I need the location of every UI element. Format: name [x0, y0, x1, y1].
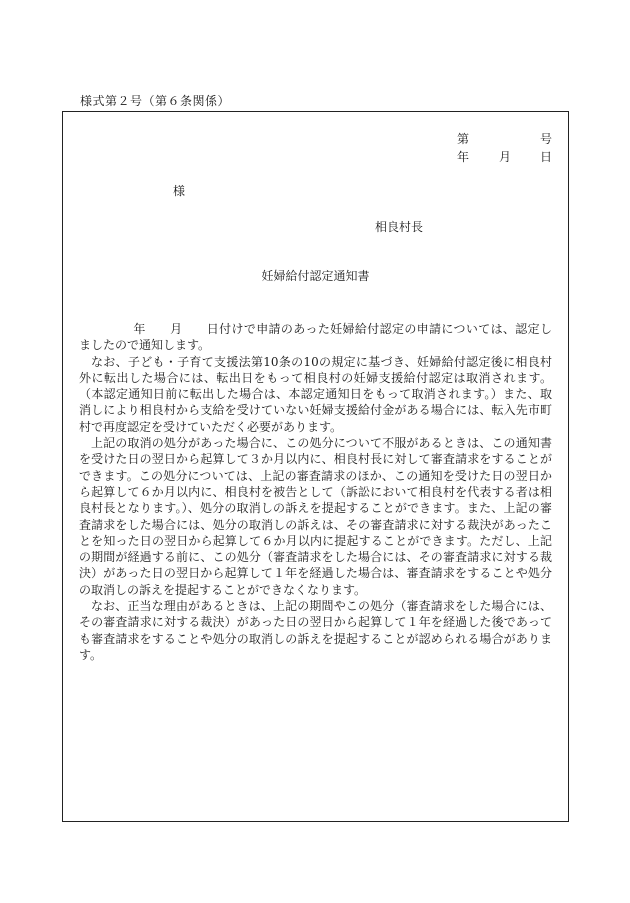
paragraph-justified-reason: なお、正当な理由があるときは、上記の期間やこの処分（審査請求をした場合には、その審査請求に対する裁決）があった日の翌日から起算して１年を経過した後であっても審査請求をすることや処分の取消しの訴えを提起することが認められる場合があります。 — [79, 599, 552, 662]
paragraph-notification-text: 日付けで申請のあった妊婦給付認定の申請については、認定しましたので通知します。 — [79, 322, 552, 353]
body-text — [79, 321, 552, 663]
date-month: 月 — [499, 150, 512, 164]
paragraph-month: 月 — [169, 322, 183, 336]
paragraph-relocation: なお、子ども・子育て支援法第10条の10の規定に基づき、妊婦給付認定後に相良村外に転出した場合には、転出日をもって相良村の妊婦支援給付認定は取消されます。（本認定通知日前に転出した場合は、本認定通知日をもって取消されます。）また、取消しにより相良村から支給を受けていない妊婦支援給付金がある場合には、転入先市町村で再度認定を受けていただく必要があります。 — [79, 354, 552, 434]
number-prefix: 第 — [457, 132, 470, 146]
document-number-block — [457, 130, 553, 166]
paragraph-notification — [79, 321, 552, 354]
issuer-name: 相良村長 — [375, 220, 424, 234]
paragraph-appeal: 上記の取消の処分があった場合に、この処分について不服があるときは、この通知書を受けた日の翌日から起算して３か月以内に、相良村長に対して審査請求をすることができます。この処分については、上記の審査請求のほか、この通知を受けた日の翌日から起算して６か月以内に、相良村を被告として（訴訟において相良村を代表する者は相良村長となります。）、処分の取消しの訴えを提起することができます。また、上記の審査請求をした場合には、処分の取消しの訴えは、その審査請求に対する裁決があったことを知った日の翌日から起算して６か月以内に提起することができます。ただし、上記の期間が経過する前に、この処分（審査請求をした場合には、その審査請求に対する裁決）があった日の翌日から起算して１年を経過した場合は、審査請求をすることや処分の取消しの訴えを提起することができなくなります。 — [79, 436, 552, 597]
document-title: 妊婦給付認定通知書 — [261, 269, 370, 283]
date-day: 日 — [540, 150, 553, 164]
form-label: 様式第２号（第６条関係） — [80, 94, 231, 108]
addressee: 様 — [173, 184, 186, 198]
date-year: 年 — [457, 150, 470, 164]
paragraph-year: 年 — [133, 322, 146, 336]
number-suffix: 号 — [540, 132, 553, 146]
document-number-row — [457, 130, 553, 148]
document-date-row — [457, 148, 553, 166]
